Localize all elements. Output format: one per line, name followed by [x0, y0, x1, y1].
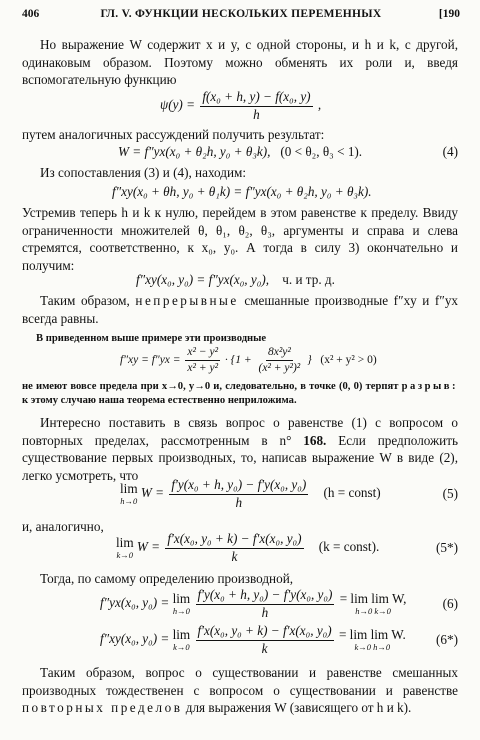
formula-condition: (h = const) — [323, 485, 381, 501]
denominator: k — [261, 640, 268, 656]
text: к этому случаю наша теорема естественно неприложима. — [22, 395, 297, 406]
formula-eq5star — [116, 532, 379, 564]
small-paragraph — [22, 380, 458, 408]
lim-sub: h→0 — [120, 496, 138, 507]
formula-condition: (k = const). — [318, 539, 380, 555]
fraction — [169, 478, 308, 510]
fraction — [200, 90, 312, 122]
numerator: f′x(x₀, y₀ + k) − f′x(x₀, y₀) — [196, 624, 334, 641]
paragraph — [22, 414, 458, 484]
running-header — [22, 8, 460, 24]
denominator: h — [235, 494, 243, 510]
limit — [173, 628, 191, 652]
equation-number: (6) — [442, 596, 458, 611]
formula-condition: (0 < θ₂, θ₃ < 1). — [280, 144, 363, 159]
formula-equal — [136, 272, 335, 288]
fraction — [165, 532, 303, 564]
lim-sub: k→0 — [173, 642, 190, 653]
lim-word: lim — [172, 591, 191, 607]
denominator: x² + y² — [187, 361, 219, 374]
equation-number: (5) — [442, 486, 458, 501]
formula-eq5 — [120, 478, 381, 510]
denominator: h — [261, 604, 269, 620]
formula-mixed: f″xy(x₀ + θh, y₀ + θ₁k) = f″yx(x₀ + θ₂h, y₀ + θ₃k). — [112, 184, 372, 199]
limit — [120, 482, 138, 506]
reference-number: 168. — [303, 432, 327, 448]
lim-word: lim — [172, 627, 191, 643]
formula-text: W = — [140, 485, 165, 501]
limit — [116, 536, 134, 560]
denominator: k — [231, 548, 238, 564]
formula-text: W = — [136, 539, 161, 555]
formula-psi — [160, 90, 321, 122]
paragraph: Но выражение W содержит x и y, с одной стороны, и h и k, с другой, одинаковым образом. Поэтому можно обменять их роли и, введя вспомогательную функцию — [22, 37, 458, 87]
limit — [340, 592, 407, 616]
lim-sub: h→0 — [172, 606, 190, 617]
text: Если предположить существование первых производных, то, написав выражение W в виде (2), легко усмотреть, что — [22, 432, 459, 483]
spaced-text: непрерывные — [135, 293, 239, 308]
lim-word: lim — [116, 535, 134, 551]
paragraph: Из сопоставления (3) и (4), находим: — [40, 165, 247, 180]
text: Таким образом, — [40, 293, 130, 308]
limit — [173, 592, 191, 616]
denominator: (x² + y²)² — [258, 361, 301, 374]
fraction — [196, 588, 335, 620]
formula-text: f″yx(x₀, y₀) = — [100, 595, 170, 611]
text: не имеют вовсе предела при x→0, y→0 и, следовательно, в точке (0, 0) терпят — [22, 381, 399, 392]
formula-text: f″xy(x₀, y₀) = — [100, 631, 170, 647]
formula-text: } — [307, 353, 312, 366]
lim-sub: h→0 k→0 — [355, 606, 391, 617]
equation-number: (5*) — [436, 540, 458, 555]
formula-eq6 — [100, 588, 406, 620]
lim-sub: k→0 — [116, 550, 134, 561]
formula-text: f″xy = f″yx = — [120, 353, 181, 366]
lim-expression: = lim lim W. — [338, 627, 406, 643]
formula-condition: (x² + y² > 0) — [320, 353, 377, 366]
numerator: 8x²y² — [266, 346, 293, 361]
formula-eq4 — [118, 144, 362, 160]
text: смешанные производные f″xy и f″yx всегда равны. — [22, 293, 459, 326]
formula-text: · {1 + — [224, 353, 252, 366]
formula-text: f″xy(x₀, y₀) = f″yx(x₀, y₀), — [136, 272, 270, 287]
text: для выражения W (зависящего от h и k). — [185, 700, 412, 715]
paragraph: Устремив теперь h и k к нулю, перейдем в этом равенстве к пределу. Ввиду ограниченности множителей θ, θ₁, θ₂, θ₃, аргументы и справа и слева стремятся, соответственно, к x₀, y₀. А тогда в силу 3) окончательно и получим: — [22, 205, 458, 273]
fraction — [185, 346, 220, 374]
numerator: x² − y² — [185, 346, 220, 361]
fraction — [196, 624, 334, 656]
denominator: h — [253, 106, 260, 122]
formula-text: ψ(y) = — [160, 97, 196, 113]
paragraph: Тогда, по самому определению производной, — [40, 571, 294, 586]
limit — [339, 628, 406, 652]
lim-word: lim — [120, 481, 138, 497]
fraction — [257, 346, 303, 374]
formula-text: W = f″yx(x₀ + θ₂h, y₀ + θ₃k), — [118, 144, 271, 159]
spaced-text: повторных пределов — [22, 700, 183, 715]
text: Таким образом, вопрос о существовании и равенстве смешанных производных тождественен с вопросом о существовании и равенстве — [22, 665, 458, 698]
page-number: 406 — [22, 8, 40, 20]
paragraph: путем аналогичных рассуждений получить результат: — [22, 127, 325, 142]
section-number: [190 — [438, 8, 460, 20]
lim-expression: = lim lim W, — [339, 591, 407, 607]
numerator: f(x₀ + h, y) − f(x₀, y) — [200, 90, 312, 107]
text: Интересно поставить в связь вопрос о равенстве (1) с вопросом о повторных пределах, рассмотренным в n° — [22, 415, 458, 448]
numerator: f′y(x₀ + h, y₀) − f′y(x₀, y₀) — [169, 478, 308, 495]
small-paragraph: В приведенном выше примере эти производные — [36, 333, 267, 344]
chapter-title: ГЛ. V. ФУНКЦИИ НЕСКОЛЬКИХ ПЕРЕМЕННЫХ — [100, 8, 382, 20]
paragraph — [22, 292, 458, 327]
numerator: f′y(x₀ + h, y₀) − f′y(x₀, y₀) — [196, 588, 335, 605]
numerator: f′x(x₀, y₀ + k) − f′x(x₀, y₀) — [165, 532, 303, 549]
qed-text: ч. и тр. д. — [282, 272, 335, 287]
formula-text: , — [317, 97, 322, 113]
paragraph: и, аналогично, — [22, 519, 104, 534]
formula-eq6star — [100, 624, 406, 656]
equation-number: (4) — [442, 144, 458, 159]
spaced-text: разрыв: — [401, 381, 458, 392]
formula-example — [120, 346, 377, 374]
lim-sub: k→0 h→0 — [354, 642, 391, 653]
paragraph — [22, 664, 458, 717]
equation-number: (6*) — [436, 632, 458, 647]
